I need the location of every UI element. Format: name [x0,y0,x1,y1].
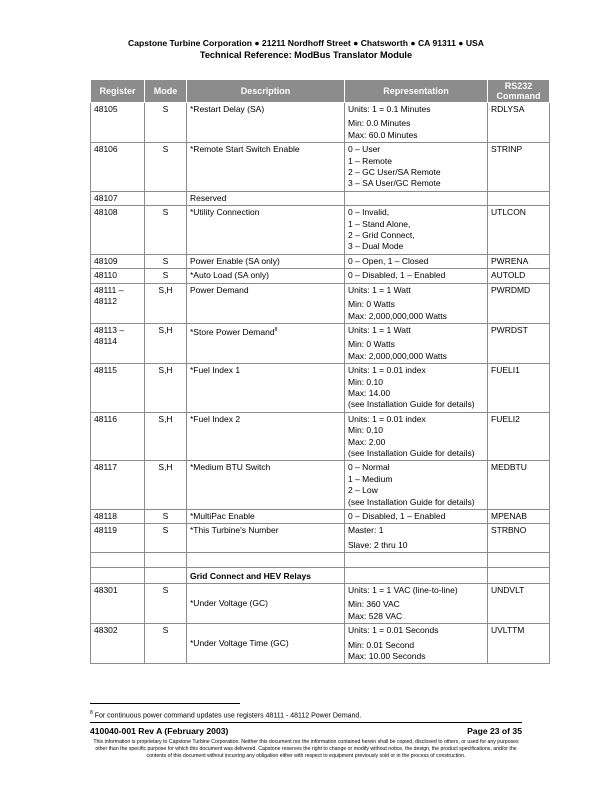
page-number: Page 23 of 35 [467,726,522,736]
representation-line: Min: 0.01 Second [348,639,415,650]
representation-line: 1 – Medium [348,473,393,484]
description-cell-text: Reserved [190,192,227,203]
table-row [91,524,550,553]
command-cell [488,524,550,553]
blank-cell [345,553,488,567]
command-cell-text: UNDVLT [491,585,525,596]
description-cell [187,323,345,363]
section-title: Grid Connect and HEV Relays [187,567,345,583]
footnote-number: 8 [90,710,93,716]
register-line: 48114 [94,336,118,347]
register-cell [91,412,145,461]
register-table [90,79,550,664]
description-cell-text: *Utility Connection [190,207,260,218]
section-row [91,567,550,583]
mode-cell [145,191,187,205]
representation-cell [345,191,488,205]
company-address: Capstone Turbine Corporation ● 21211 Nordhoff Street ● Chatsworth ● CA 91311 ● USA [128,38,484,48]
command-cell-text: UVLTTM [491,625,525,636]
register-line: 48115 [94,365,118,376]
register-line: 48106 [94,144,118,155]
table-row [91,624,550,664]
representation-cell [345,269,488,283]
description-cell [187,524,345,553]
description-cell-text: *Remote Start Switch Enable [190,144,300,155]
command-cell [488,364,550,413]
command-cell [488,103,550,143]
mode-cell [145,206,187,255]
mode-cell-text: S [162,511,169,521]
register-line: 48301 [94,585,118,596]
register-cell [91,524,145,553]
description-cell-text: *This Turbine's Number [190,525,279,536]
representation-line: Units: 1 = 0.01 index [348,365,426,376]
mode-cell [145,510,187,524]
mode-cell [145,412,187,461]
description-cell-text: *Fuel Index 2 [190,413,241,424]
register-cell [91,584,145,624]
command-cell-text: RDLYSA [491,104,525,114]
representation-cell [345,584,488,624]
page-header [0,38,612,60]
description-cell-text: *Under Voltage (GC) [190,597,268,608]
representation-cell [345,143,488,192]
blank-cell [145,567,187,583]
mode-cell-text: S [162,525,169,536]
register-cell [91,103,145,143]
col-description: Description [187,80,345,103]
mode-cell [145,269,187,283]
representation-cell [345,461,488,510]
mode-cell-text: S,H [158,324,173,335]
command-cell [488,624,550,664]
representation-cell [345,206,488,255]
representation-line: 0 – Invalid, [348,207,390,218]
representation-line: Slave: 2 thru 10 [348,539,408,550]
description-cell-text: *Under Voltage Time (GC) [190,638,289,649]
command-cell [488,143,550,192]
register-line: 48117 [94,462,118,473]
table-row [91,191,550,205]
representation-line: Min: 0 Watts [348,339,395,350]
command-cell [488,191,550,205]
description-cell-text: Power Demand [190,284,249,295]
representation-cell [345,364,488,413]
representation-cell [345,323,488,363]
register-cell [91,283,145,323]
representation-line: 2 – Grid Connect, [348,230,415,241]
command-cell-text: STRBNO [491,525,527,536]
blank-cell [345,567,488,583]
register-line: 48107 [94,192,118,203]
register-cell [91,364,145,413]
col-representation: Representation [345,80,488,103]
description-cell-text: *Restart Delay (SA) [190,104,265,114]
representation-line: (see Installation Guide for details) [348,399,475,410]
proprietary-notice: This information is proprietary to Capstone Turbine Corporation. Neither this document nor the information contained herein shall be copied, disclosed to others, or used for any purposes other than the specific purpose for which this document was delivered. Capstone reserves the right to change or modify without notice, the design, the product specifications, and/or the contents of this document without incurring any obligation either with respect to equipment previously sold or in the process of construction. [93,739,519,759]
blank-cell [488,567,550,583]
col-rs232-command: RS232 Command [488,80,550,103]
description-cell-text: *Medium BTU Switch [190,462,271,473]
command-cell-text: FUELI2 [491,413,520,424]
footnote-ref: 8 [274,326,278,333]
register-line: 48113 – [94,324,125,335]
command-cell [488,283,550,323]
register-line: 48112 [94,296,118,307]
representation-line: 2 – GC User/SA Remote [348,167,441,178]
description-cell [187,269,345,283]
command-cell [488,206,550,255]
description-cell [187,191,345,205]
representation-line: Units: 1 = 1 Watt [348,324,411,335]
command-cell-text: MPENAB [491,511,527,521]
table-header-row [91,80,550,103]
footnote-text: For continuous power command updates use registers 48111 - 48112 Power Demand. [94,712,362,720]
description-cell-text: *Store Power Demand [190,326,275,337]
register-cell [91,143,145,192]
command-cell [488,323,550,363]
representation-cell [345,254,488,268]
register-line: 48110 [94,270,118,281]
description-cell [187,283,345,323]
command-cell [488,584,550,624]
mode-cell-text: S [162,207,169,218]
representation-line: Max: 2,000,000,000 Watts [348,310,447,321]
representation-line: Max: 528 VAC [348,610,403,621]
description-cell-text: *MultiPac Enable [190,511,255,521]
footnote-divider [90,703,240,704]
representation-line: 0 – Open, 1 – Closed [348,255,429,266]
representation-cell [345,510,488,524]
representation-line: 0 – Disabled, 1 – Enabled [348,511,446,521]
representation-line: Min: 0.10 [348,425,383,436]
mode-cell-text: S [162,144,169,155]
command-cell [488,412,550,461]
representation-line: Units: 1 = 0.1 Minutes [348,104,431,114]
representation-cell [345,103,488,143]
mode-cell-text: S,H [158,462,173,473]
mode-cell [145,323,187,363]
command-cell [488,254,550,268]
blank-cell [91,567,145,583]
register-line: 48111 – [94,284,124,295]
table-row [91,283,550,323]
command-cell-text: FUELI1 [491,365,520,376]
command-cell-text: MEDBTU [491,462,527,473]
representation-line: (see Installation Guide for details) [348,496,475,507]
representation-line: Max: 10.00 Seconds [348,651,426,662]
description-cell [187,584,345,624]
document-number: 410040-001 Rev A (February 2003) [90,726,229,736]
representation-line: Max: 14.00 [348,387,391,398]
mode-cell-text: S [162,104,169,114]
representation-line: Max: 60.0 Minutes [348,129,418,140]
representation-line: 3 – Dual Mode [348,241,404,252]
command-cell [488,461,550,510]
mode-cell [145,143,187,192]
table-row [91,510,550,524]
mode-cell-text: S,H [158,284,173,295]
description-cell [187,461,345,510]
command-cell-text: UTLCON [491,207,526,218]
table-row [91,584,550,624]
register-cell [91,510,145,524]
command-cell-text: PWRDMD [491,284,531,295]
table-row [91,412,550,461]
register-line: 48108 [94,207,118,218]
blank-row [91,553,550,567]
representation-line: (see Installation Guide for details) [348,447,475,458]
register-line: 48118 [94,511,118,521]
mode-cell [145,461,187,510]
description-cell [187,206,345,255]
command-cell-text: PWRENA [491,255,529,266]
description-cell [187,254,345,268]
description-cell [187,364,345,413]
representation-line: Units: 1 = 0.01 Seconds [348,625,439,636]
representation-cell [345,412,488,461]
representation-line: Units: 1 = 1 Watt [348,284,411,295]
mode-cell-text: S,H [158,413,173,424]
representation-line: 1 – Remote [348,155,392,166]
mode-cell-text: S [162,625,169,636]
command-cell [488,269,550,283]
table-row [91,323,550,363]
description-cell-text: *Fuel Index 1 [190,365,241,376]
representation-line: Units: 1 = 0.01 index [348,413,426,424]
register-cell [91,624,145,664]
representation-line: 1 – Stand Alone, [348,218,411,229]
table-row [91,206,550,255]
command-cell-text: PWRDST [491,324,528,335]
mode-cell [145,283,187,323]
mode-cell [145,584,187,624]
mode-cell-text: S [162,585,169,596]
document-title: Technical Reference: ModBus Translator Module [199,50,413,60]
table-row [91,103,550,143]
description-cell [187,624,345,664]
representation-line: 3 – SA User/GC Remote [348,178,441,189]
blank-cell [488,553,550,567]
representation-line: Master: 1 [348,525,384,536]
representation-line: 0 – Normal [348,462,390,473]
mode-cell-text: S [162,255,169,266]
representation-cell [345,624,488,664]
register-line: 48105 [94,104,118,114]
representation-line: Min: 360 VAC [348,599,400,610]
mode-cell [145,103,187,143]
mode-cell [145,254,187,268]
mode-cell-text: S,H [158,365,173,376]
register-line: 48302 [94,625,118,636]
mode-cell [145,624,187,664]
register-line: 48109 [94,255,118,266]
table-row [91,254,550,268]
register-cell [91,269,145,283]
representation-line: 0 – Disabled, 1 – Enabled [348,270,446,281]
representation-line: Max: 2,000,000,000 Watts [348,350,447,361]
table-row [91,461,550,510]
table-body [91,103,550,664]
register-cell [91,323,145,363]
representation-line: 2 – Low [348,485,378,496]
representation-line: Units: 1 = 1 VAC (line-to-line) [348,585,458,596]
blank-cell [91,553,145,567]
description-cell [187,143,345,192]
description-cell [187,103,345,143]
command-cell [488,510,550,524]
blank-cell [145,553,187,567]
col-register: Register [91,80,145,103]
mode-cell-text: S [162,270,169,281]
mode-cell [145,364,187,413]
command-cell-text: AUTOLD [491,270,526,281]
table-row [91,143,550,192]
representation-line: Max: 2.00 [348,436,386,447]
description-cell-text: *Auto Load (SA only) [190,270,269,281]
representation-line: Min: 0.10 [348,376,383,387]
register-cell [91,206,145,255]
representation-cell [345,283,488,323]
description-cell [187,510,345,524]
page-footer [90,722,522,760]
representation-line: 0 – User [348,144,381,155]
table-row [91,364,550,413]
representation-line: Min: 0 Watts [348,299,395,310]
description-cell [187,412,345,461]
mode-cell [145,524,187,553]
command-cell-text: STRINP [491,144,523,155]
col-mode: Mode [145,80,187,103]
blank-cell [187,553,345,567]
register-cell [91,191,145,205]
description-cell-text: Power Enable (SA only) [190,255,280,266]
representation-line: Min: 0.0 Minutes [348,118,411,129]
register-cell [91,254,145,268]
register-cell [91,461,145,510]
footnote [90,710,361,719]
register-line: 48119 [94,525,118,536]
table-row [91,269,550,283]
representation-cell [345,524,488,553]
register-line: 48116 [94,413,118,424]
